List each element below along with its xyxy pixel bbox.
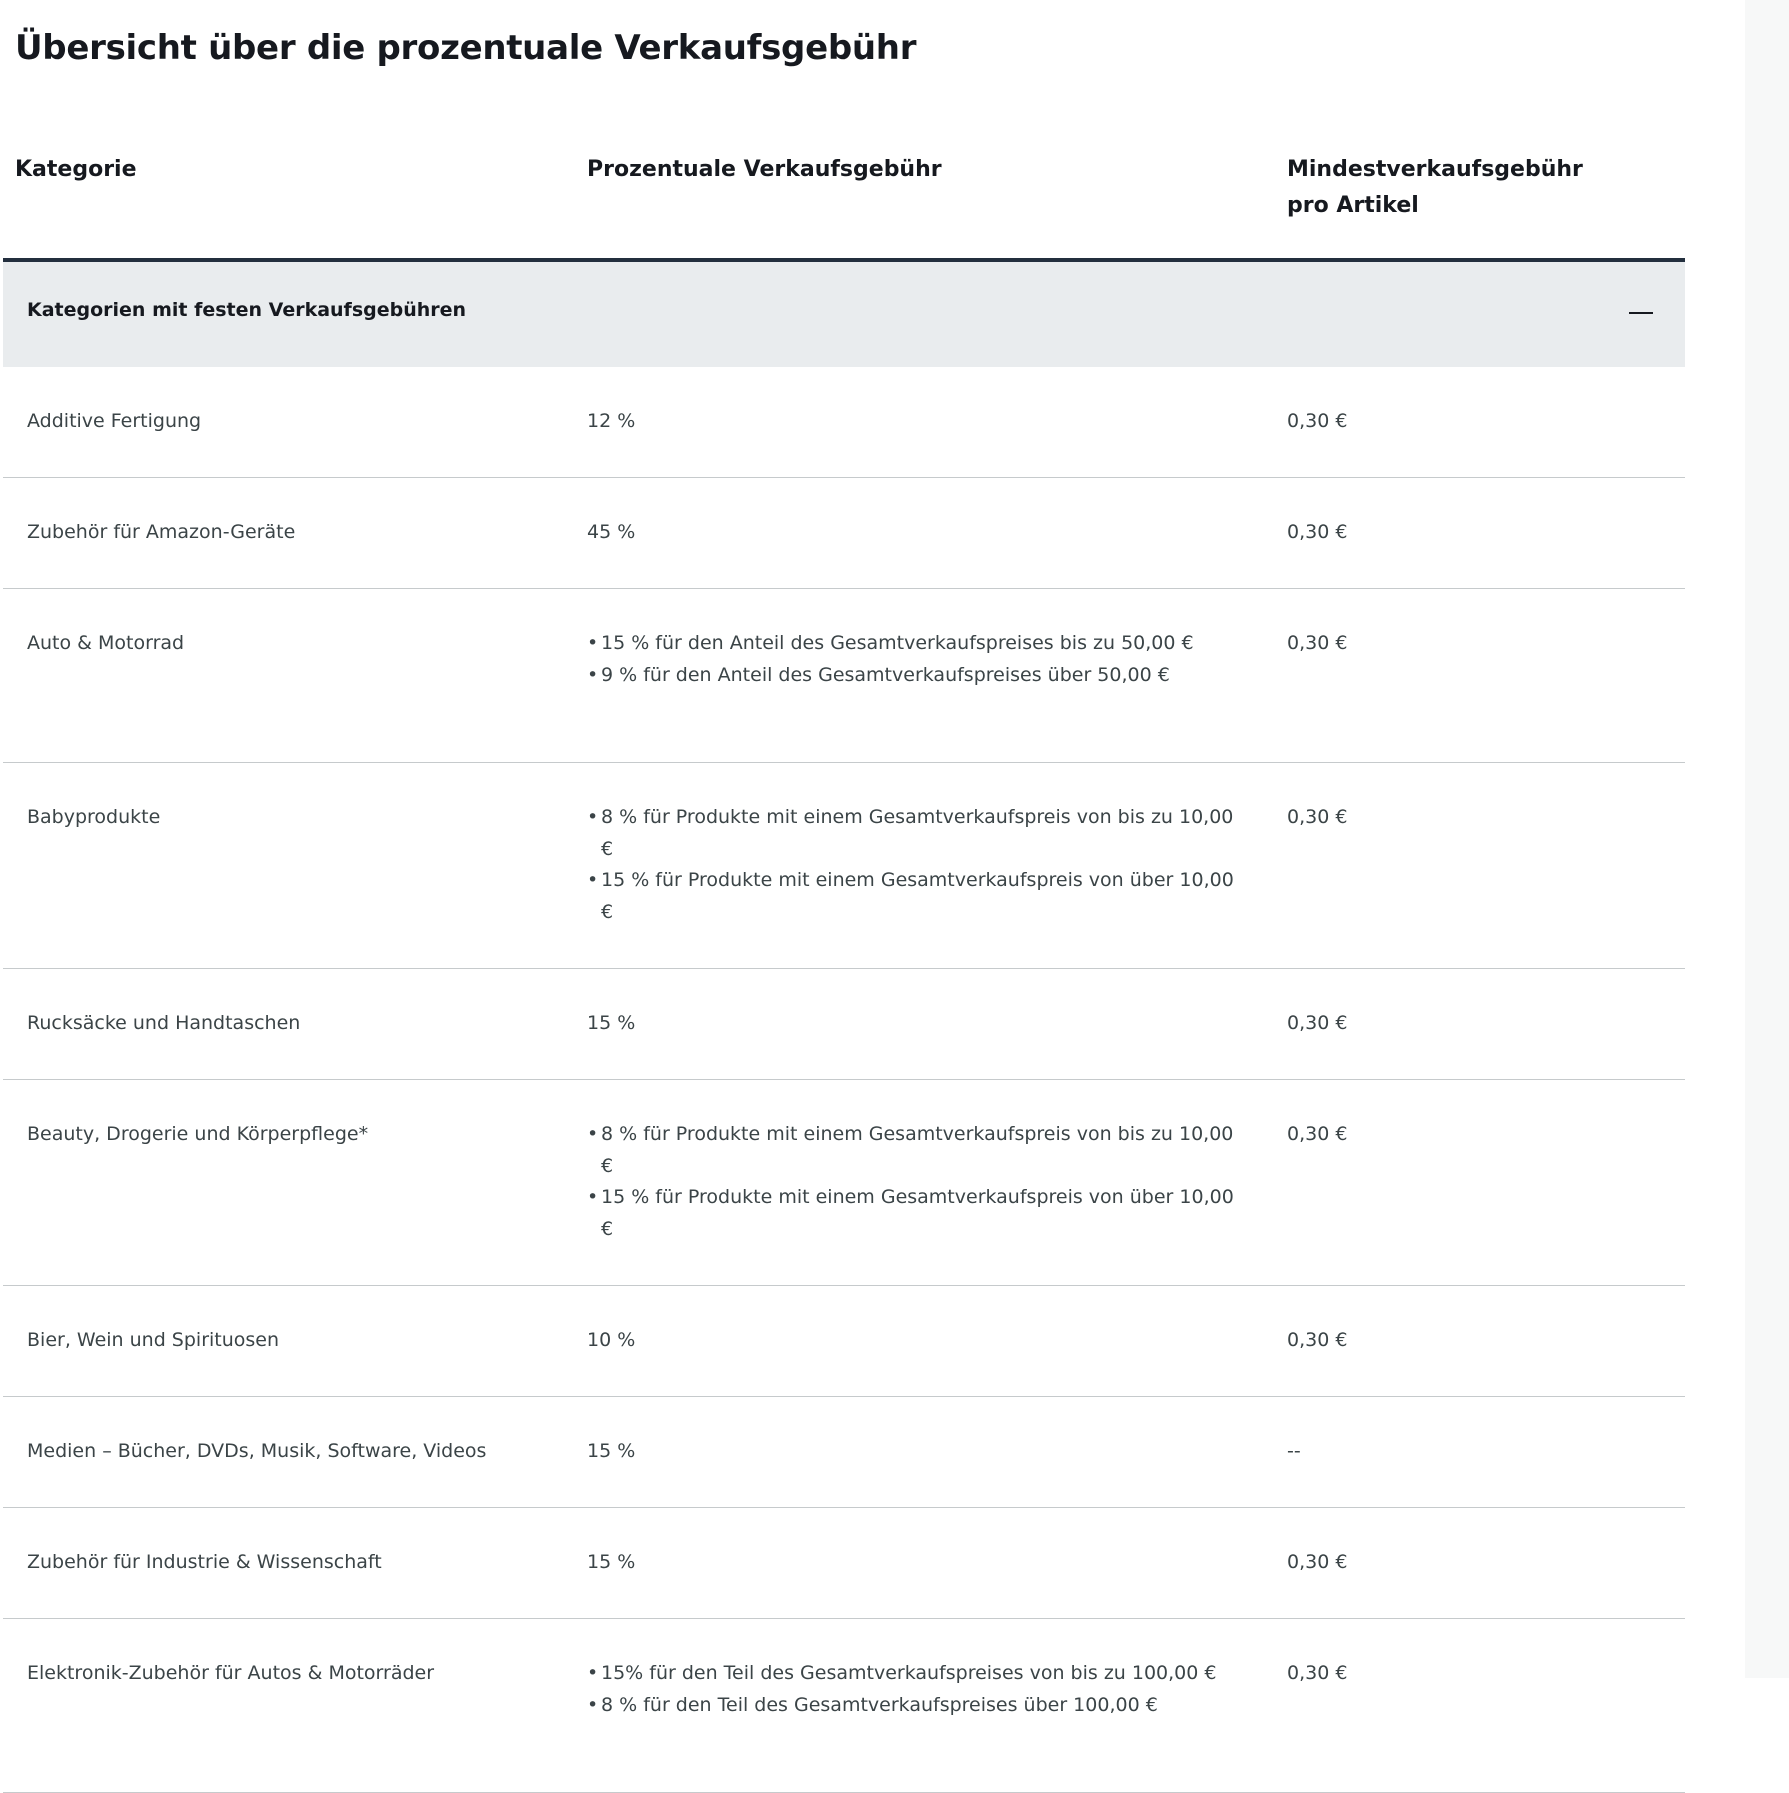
scrollbar-track[interactable]	[1745, 0, 1789, 1678]
cell-category: Auto & Motorrad	[27, 632, 185, 654]
fee-table	[3, 120, 1685, 1793]
fee-list	[587, 802, 1247, 928]
fee-list	[587, 628, 1247, 691]
bullet-icon: •	[587, 1662, 599, 1684]
cell-minimum-fee: --	[1287, 1440, 1301, 1462]
collapse-button[interactable]	[1623, 300, 1659, 328]
fee-list-text: 15% für den Teil des Gesamtverkaufspreises von bis zu 100,00 €	[601, 1662, 1217, 1684]
fee-list-text: 8 % für Produkte mit einem Gesamtverkaufspreis von bis zu 10,00 €	[601, 806, 1234, 860]
bullet-icon: •	[587, 1693, 599, 1716]
minus-icon	[1629, 312, 1653, 314]
cell-category: Beauty, Drogerie und Körperpflege*	[27, 1123, 369, 1145]
bullet-icon: •	[587, 1186, 599, 1208]
cell-percentage-fee	[587, 1119, 1247, 1245]
bullet-icon: •	[587, 806, 599, 828]
table-row	[3, 478, 1685, 589]
column-header-category: Kategorie	[15, 157, 137, 182]
cell-category: Zubehör für Amazon-Geräte	[27, 521, 296, 543]
cell-percentage-fee: 15 %	[587, 1440, 636, 1462]
section-toggle-fixed-fees[interactable]	[3, 262, 1685, 367]
cell-percentage-fee	[587, 802, 1247, 928]
cell-percentage-fee: 15 %	[587, 1012, 636, 1034]
table-row	[3, 763, 1685, 969]
cell-category: Bier, Wein und Spirituosen	[27, 1329, 280, 1351]
table-row	[3, 589, 1685, 763]
fee-list-item	[587, 1658, 1247, 1690]
table-row	[3, 1397, 1685, 1508]
table-row	[3, 969, 1685, 1080]
bullet-icon: •	[587, 663, 599, 686]
cell-category: Elektronik-Zubehör für Autos & Motorräder	[27, 1662, 435, 1684]
cell-category: Medien – Bücher, DVDs, Musik, Software, Videos	[27, 1440, 487, 1462]
section-label: Kategorien mit festen Verkaufsgebühren	[27, 299, 467, 321]
cell-category: Rucksäcke und Handtaschen	[27, 1012, 301, 1034]
cell-minimum-fee: 0,30 €	[1287, 410, 1348, 432]
fee-list	[587, 1119, 1247, 1245]
cell-minimum-fee: 0,30 €	[1287, 1329, 1348, 1351]
fee-list	[587, 1658, 1247, 1721]
column-header-percentage-fee: Prozentuale Verkaufsgebühr	[587, 157, 942, 182]
table-row	[3, 1286, 1685, 1397]
fee-list-item	[587, 1182, 1247, 1245]
cell-minimum-fee: 0,30 €	[1287, 1012, 1348, 1034]
fee-list-item	[587, 802, 1247, 865]
bullet-icon: •	[587, 869, 599, 891]
table-row	[3, 1080, 1685, 1286]
cell-minimum-fee: 0,30 €	[1287, 1123, 1348, 1145]
cell-percentage-fee: 15 %	[587, 1551, 636, 1573]
cell-percentage-fee: 10 %	[587, 1329, 636, 1351]
fee-list-item	[587, 660, 1247, 692]
cell-percentage-fee: 12 %	[587, 410, 636, 432]
column-header-minimum-fee: Mindestverkaufsgebühr pro Artikel	[1287, 157, 1583, 218]
table-body	[3, 367, 1685, 1793]
bullet-icon: •	[587, 1123, 599, 1145]
fee-list-text: 9 % für den Anteil des Gesamtverkaufspreises über 50,00 €	[601, 663, 1170, 686]
table-header	[3, 120, 1685, 262]
cell-minimum-fee: 0,30 €	[1287, 1662, 1348, 1684]
fee-list-text: 8 % für Produkte mit einem Gesamtverkaufspreis von bis zu 10,00 €	[601, 1123, 1234, 1177]
cell-percentage-fee	[587, 1658, 1247, 1721]
page-title: Übersicht über die prozentuale Verkaufsgebühr	[15, 28, 917, 68]
fee-list-item	[587, 865, 1247, 928]
cell-category: Zubehör für Industrie & Wissenschaft	[27, 1551, 382, 1573]
table-row	[3, 1508, 1685, 1619]
cell-percentage-fee	[587, 628, 1247, 691]
fee-list-item	[587, 1119, 1247, 1182]
cell-category: Babyprodukte	[27, 806, 161, 828]
fee-list-item	[587, 628, 1247, 660]
fee-list-item	[587, 1690, 1247, 1722]
cell-minimum-fee: 0,30 €	[1287, 1551, 1348, 1573]
table-row	[3, 1619, 1685, 1793]
cell-minimum-fee: 0,30 €	[1287, 806, 1348, 828]
fee-list-text: 8 % für den Teil des Gesamtverkaufspreises über 100,00 €	[601, 1693, 1158, 1716]
fee-list-text: 15 % für Produkte mit einem Gesamtverkaufspreis von über 10,00 €	[601, 869, 1234, 923]
cell-category: Additive Fertigung	[27, 410, 202, 432]
cell-minimum-fee: 0,30 €	[1287, 632, 1348, 654]
cell-minimum-fee: 0,30 €	[1287, 521, 1348, 543]
table-row	[3, 367, 1685, 478]
cell-percentage-fee: 45 %	[587, 521, 636, 543]
fee-list-text: 15 % für den Anteil des Gesamtverkaufspreises bis zu 50,00 €	[601, 632, 1194, 654]
fee-list-text: 15 % für Produkte mit einem Gesamtverkaufspreis von über 10,00 €	[601, 1186, 1234, 1240]
bullet-icon: •	[587, 632, 599, 654]
